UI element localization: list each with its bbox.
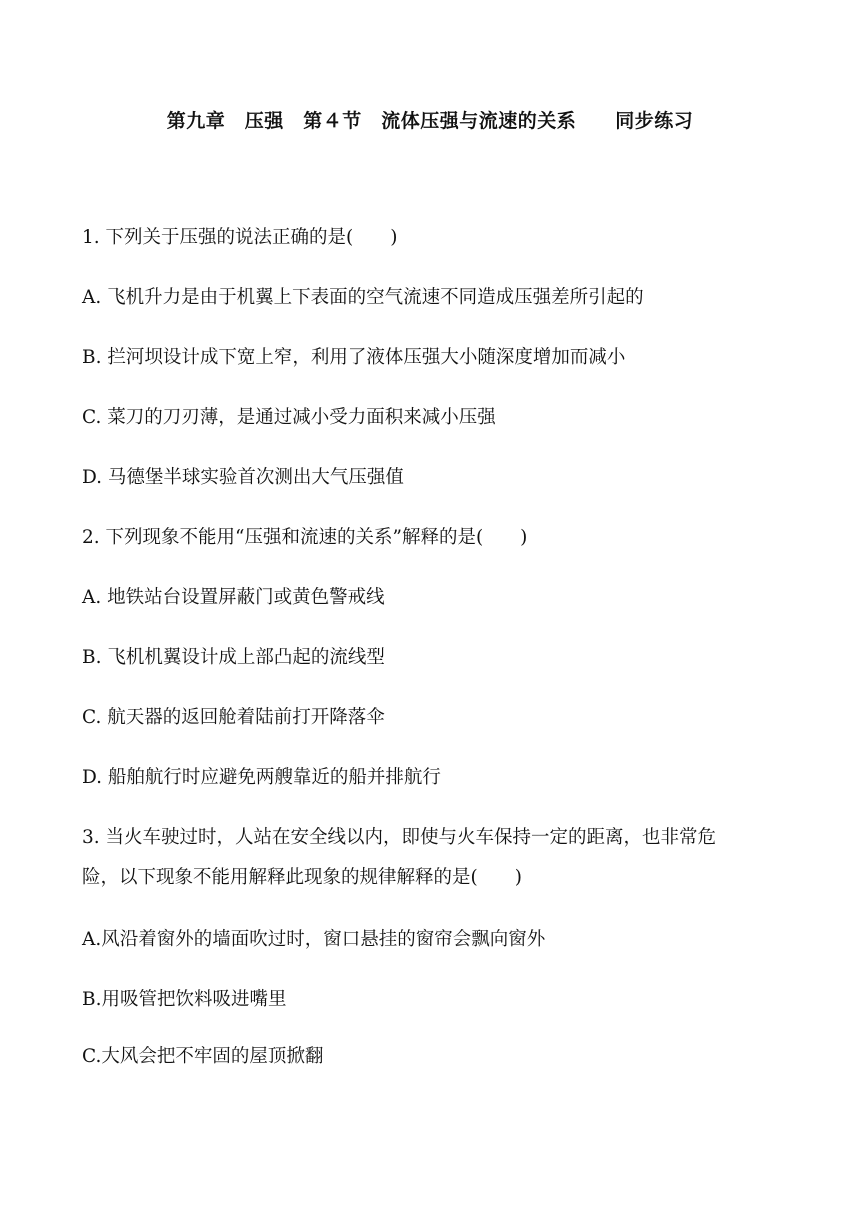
question-3-stem-line-2: 险，以下现象不能用解释此现象的规律解释的是( ) (82, 867, 522, 888)
question-1-stem: 1. 下列关于压强的说法正确的是( ) (82, 227, 398, 248)
question-2-option-c: C. 航天器的返回舱着陆前打开降落伞 (82, 707, 385, 728)
question-2-stem: 2. 下列现象不能用“压强和流速的关系”解释的是( ) (82, 527, 528, 548)
question-1-option-a: A. 飞机升力是由于机翼上下表面的空气流速不同造成压强差所引起的 (82, 287, 644, 308)
page-title: 第九章 压强 第４节 流体压强与流速的关系 同步练习 (166, 110, 694, 132)
question-2-option-d: D. 船舶航行时应避免两艘靠近的船并排航行 (82, 767, 441, 788)
question-3-stem-line-1: 3. 当火车驶过时，人站在安全线以内，即使与火车保持一定的距离，也非常危 (82, 827, 717, 848)
question-3-option-c: C.大风会把不牢固的屋顶掀翻 (82, 1046, 324, 1067)
question-3-option-a: A.风沿着窗外的墙面吹过时，窗口悬挂的窗帘会飘向窗外 (82, 929, 546, 950)
question-1-option-b: B. 拦河坝设计成下宽上窄，利用了液体压强大小随深度增加而减小 (82, 347, 626, 368)
question-3-option-b: B.用吸管把饮料吸进嘴里 (82, 989, 287, 1010)
question-2-option-a: A. 地铁站台设置屏蔽门或黄色警戒线 (82, 587, 385, 608)
question-2-option-b: B. 飞机机翼设计成上部凸起的流线型 (82, 647, 385, 668)
question-1-option-c: C. 菜刀的刀刃薄，是通过减小受力面积来减小压强 (82, 407, 496, 428)
question-1-option-d: D. 马德堡半球实验首次测出大气压强值 (82, 467, 404, 488)
